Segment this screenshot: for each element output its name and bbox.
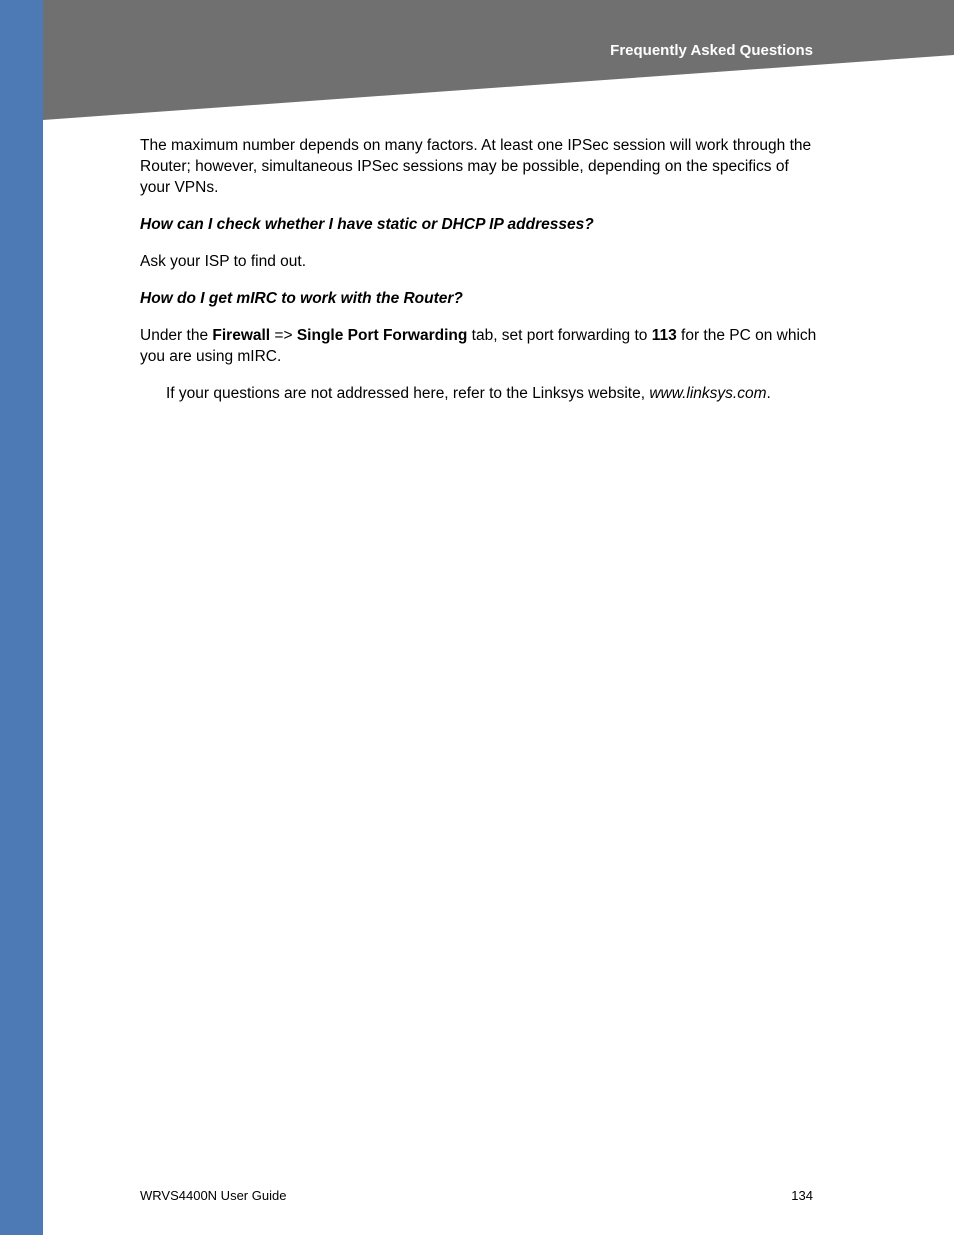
faq-answer-static-dhcp: Ask your ISP to find out.	[140, 253, 306, 270]
section-title: Frequently Asked Questions	[610, 42, 813, 59]
document-body	[140, 135, 820, 404]
answer-middle: tab, set port forwarding to	[467, 327, 652, 344]
faq-answer-mirc	[140, 325, 820, 367]
answer-prefix: Under the	[140, 327, 213, 344]
note-text: If your questions are not addressed here, refer to the Linksys website,	[166, 385, 650, 402]
note-end: .	[766, 385, 771, 402]
footer-page-number: 134	[791, 1188, 813, 1203]
single-port-forwarding-label: Single Port Forwarding	[296, 327, 468, 344]
faq-question-mirc: How do I get mIRC to work with the Router?	[140, 290, 463, 307]
firewall-label: Firewall	[212, 327, 271, 344]
sidebar-stripe	[0, 0, 43, 1235]
website-note	[140, 383, 820, 404]
arrow-text: =>	[270, 327, 297, 344]
answer-suffix: for the PC on which you are using mIRC.	[140, 327, 817, 365]
footer-guide-name: WRVS4400N User Guide	[140, 1188, 287, 1203]
port-number: 113	[651, 327, 677, 344]
faq-question-static-dhcp: How can I check whether I have static or DHCP IP addresses?	[140, 216, 594, 233]
ipsec-answer-paragraph: The maximum number depends on many factors. At least one IPSec session will work through the Router; however, simultaneous IPSec sessions may be possible, depending on the specifics of your VPNs.	[140, 137, 812, 196]
header-band-shape	[43, 0, 954, 120]
linksys-website-link[interactable]: www.linksys.com	[649, 385, 767, 402]
header-band	[0, 0, 954, 130]
